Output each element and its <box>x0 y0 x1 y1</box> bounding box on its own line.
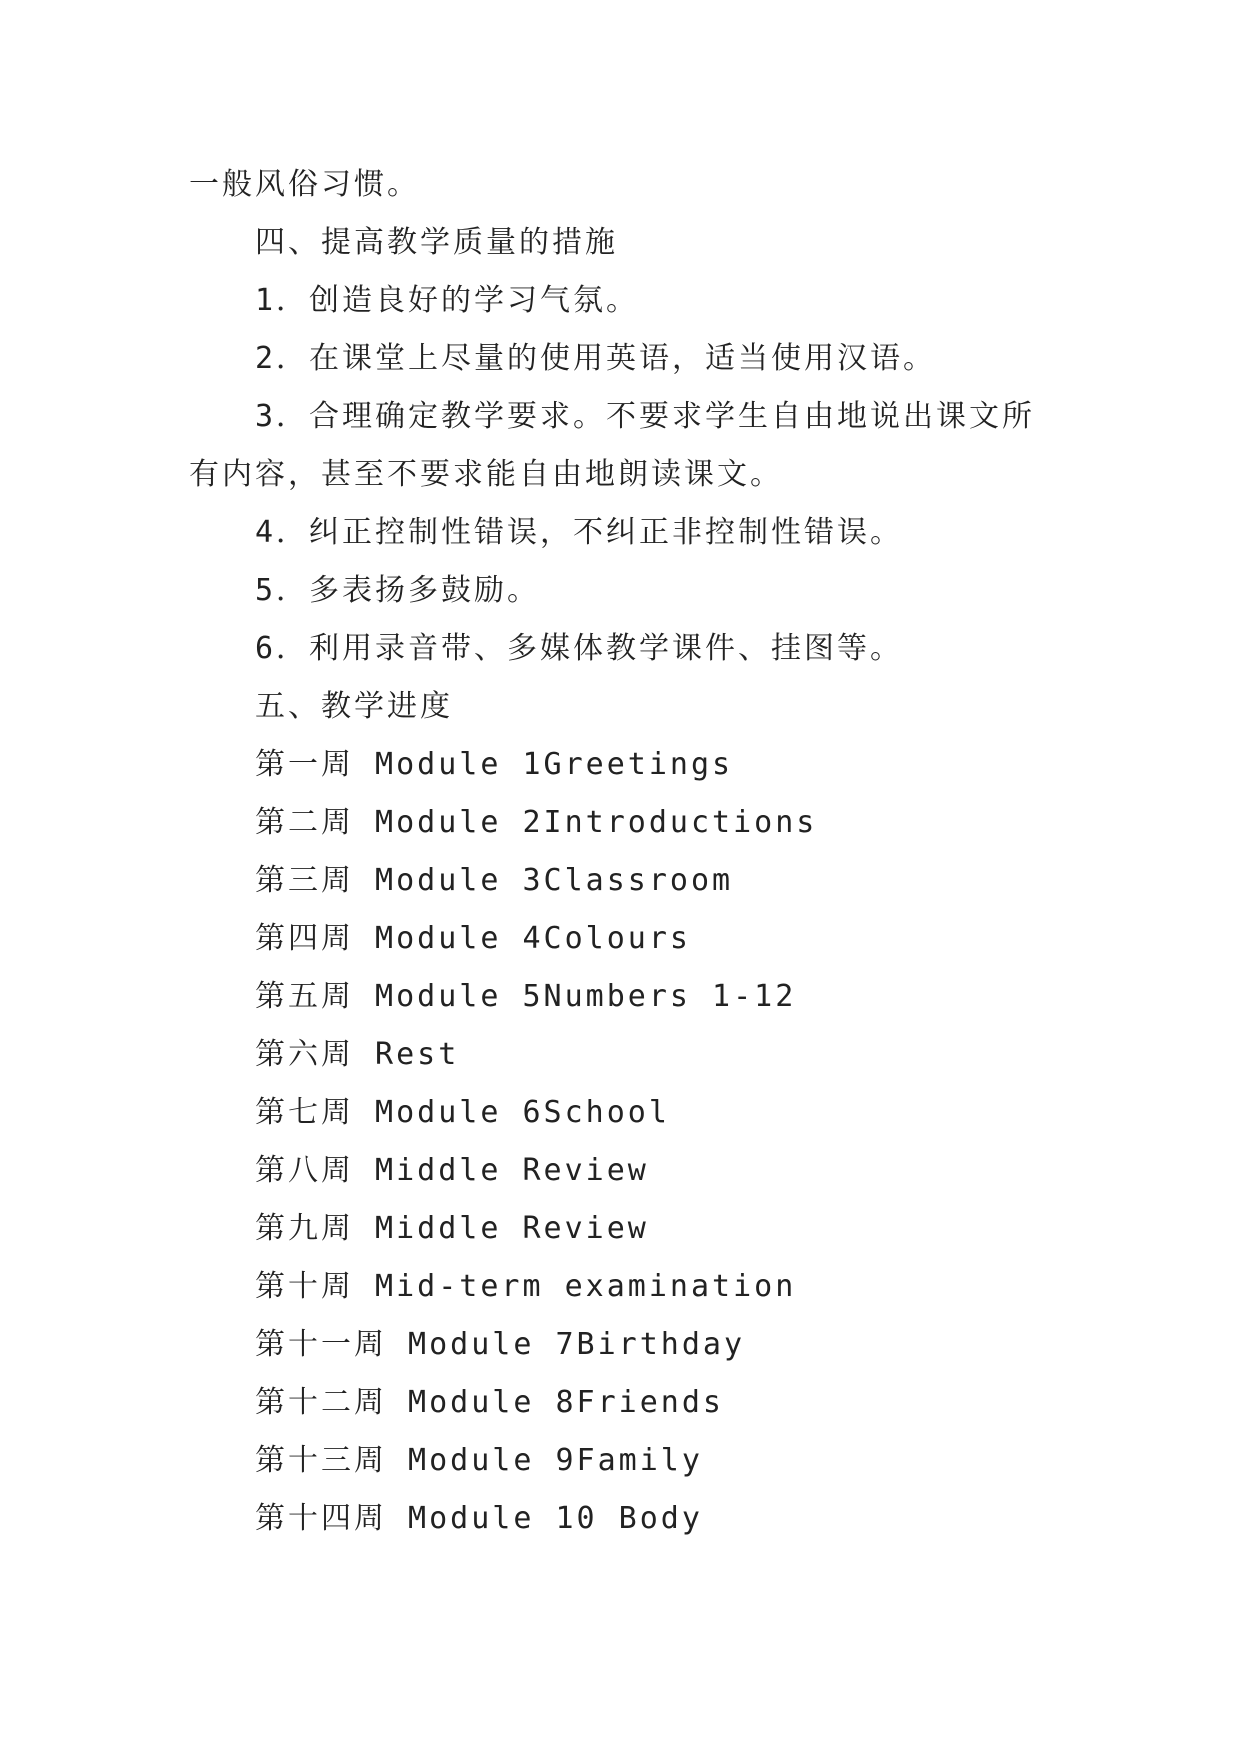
section-heading-measures: 四、提高教学质量的措施 <box>255 225 618 260</box>
list-item: 6．利用录音带、多媒体教学课件、挂图等。 <box>255 631 904 666</box>
schedule-row: 第十周 Mid-term examination <box>255 1269 797 1304</box>
list-item-continuation: 有内容，甚至不要求能自由地朗读课文。 <box>189 457 783 492</box>
schedule-row: 第十一周 Module 7Birthday <box>255 1327 746 1362</box>
schedule-row: 第十四周 Module 10 Body <box>255 1501 703 1536</box>
schedule-row: 第十二周 Module 8Friends <box>255 1385 724 1420</box>
list-item: 2．在课堂上尽量的使用英语，适当使用汉语。 <box>255 341 937 376</box>
schedule-row: 第六周 Rest <box>255 1037 460 1072</box>
list-item: 5．多表扬多鼓励。 <box>255 573 541 608</box>
schedule-row: 第四周 Module 4Colours <box>255 921 691 956</box>
schedule-row: 第九周 Middle Review <box>255 1211 649 1246</box>
paragraph-line: 一般风俗习惯。 <box>189 167 420 202</box>
list-item: 4．纠正控制性错误，不纠正非控制性错误。 <box>255 515 904 550</box>
list-item: 1．创造良好的学习气氛。 <box>255 283 640 318</box>
document-body <box>189 156 1069 1548</box>
schedule-row: 第八周 Middle Review <box>255 1153 649 1188</box>
schedule-row: 第二周 Module 2Introductions <box>255 805 818 840</box>
schedule-row: 第五周 Module 5Numbers 1-12 <box>255 979 797 1014</box>
section-heading-schedule: 五、教学进度 <box>255 689 453 724</box>
schedule-row: 第一周 Module 1Greetings <box>255 747 734 782</box>
schedule-row: 第三周 Module 3Classroom <box>255 863 734 898</box>
schedule-row: 第十三周 Module 9Family <box>255 1443 703 1478</box>
schedule-row: 第七周 Module 6School <box>255 1095 670 1130</box>
list-item: 3．合理确定教学要求。不要求学生自由地说出课文所 <box>255 399 1036 434</box>
